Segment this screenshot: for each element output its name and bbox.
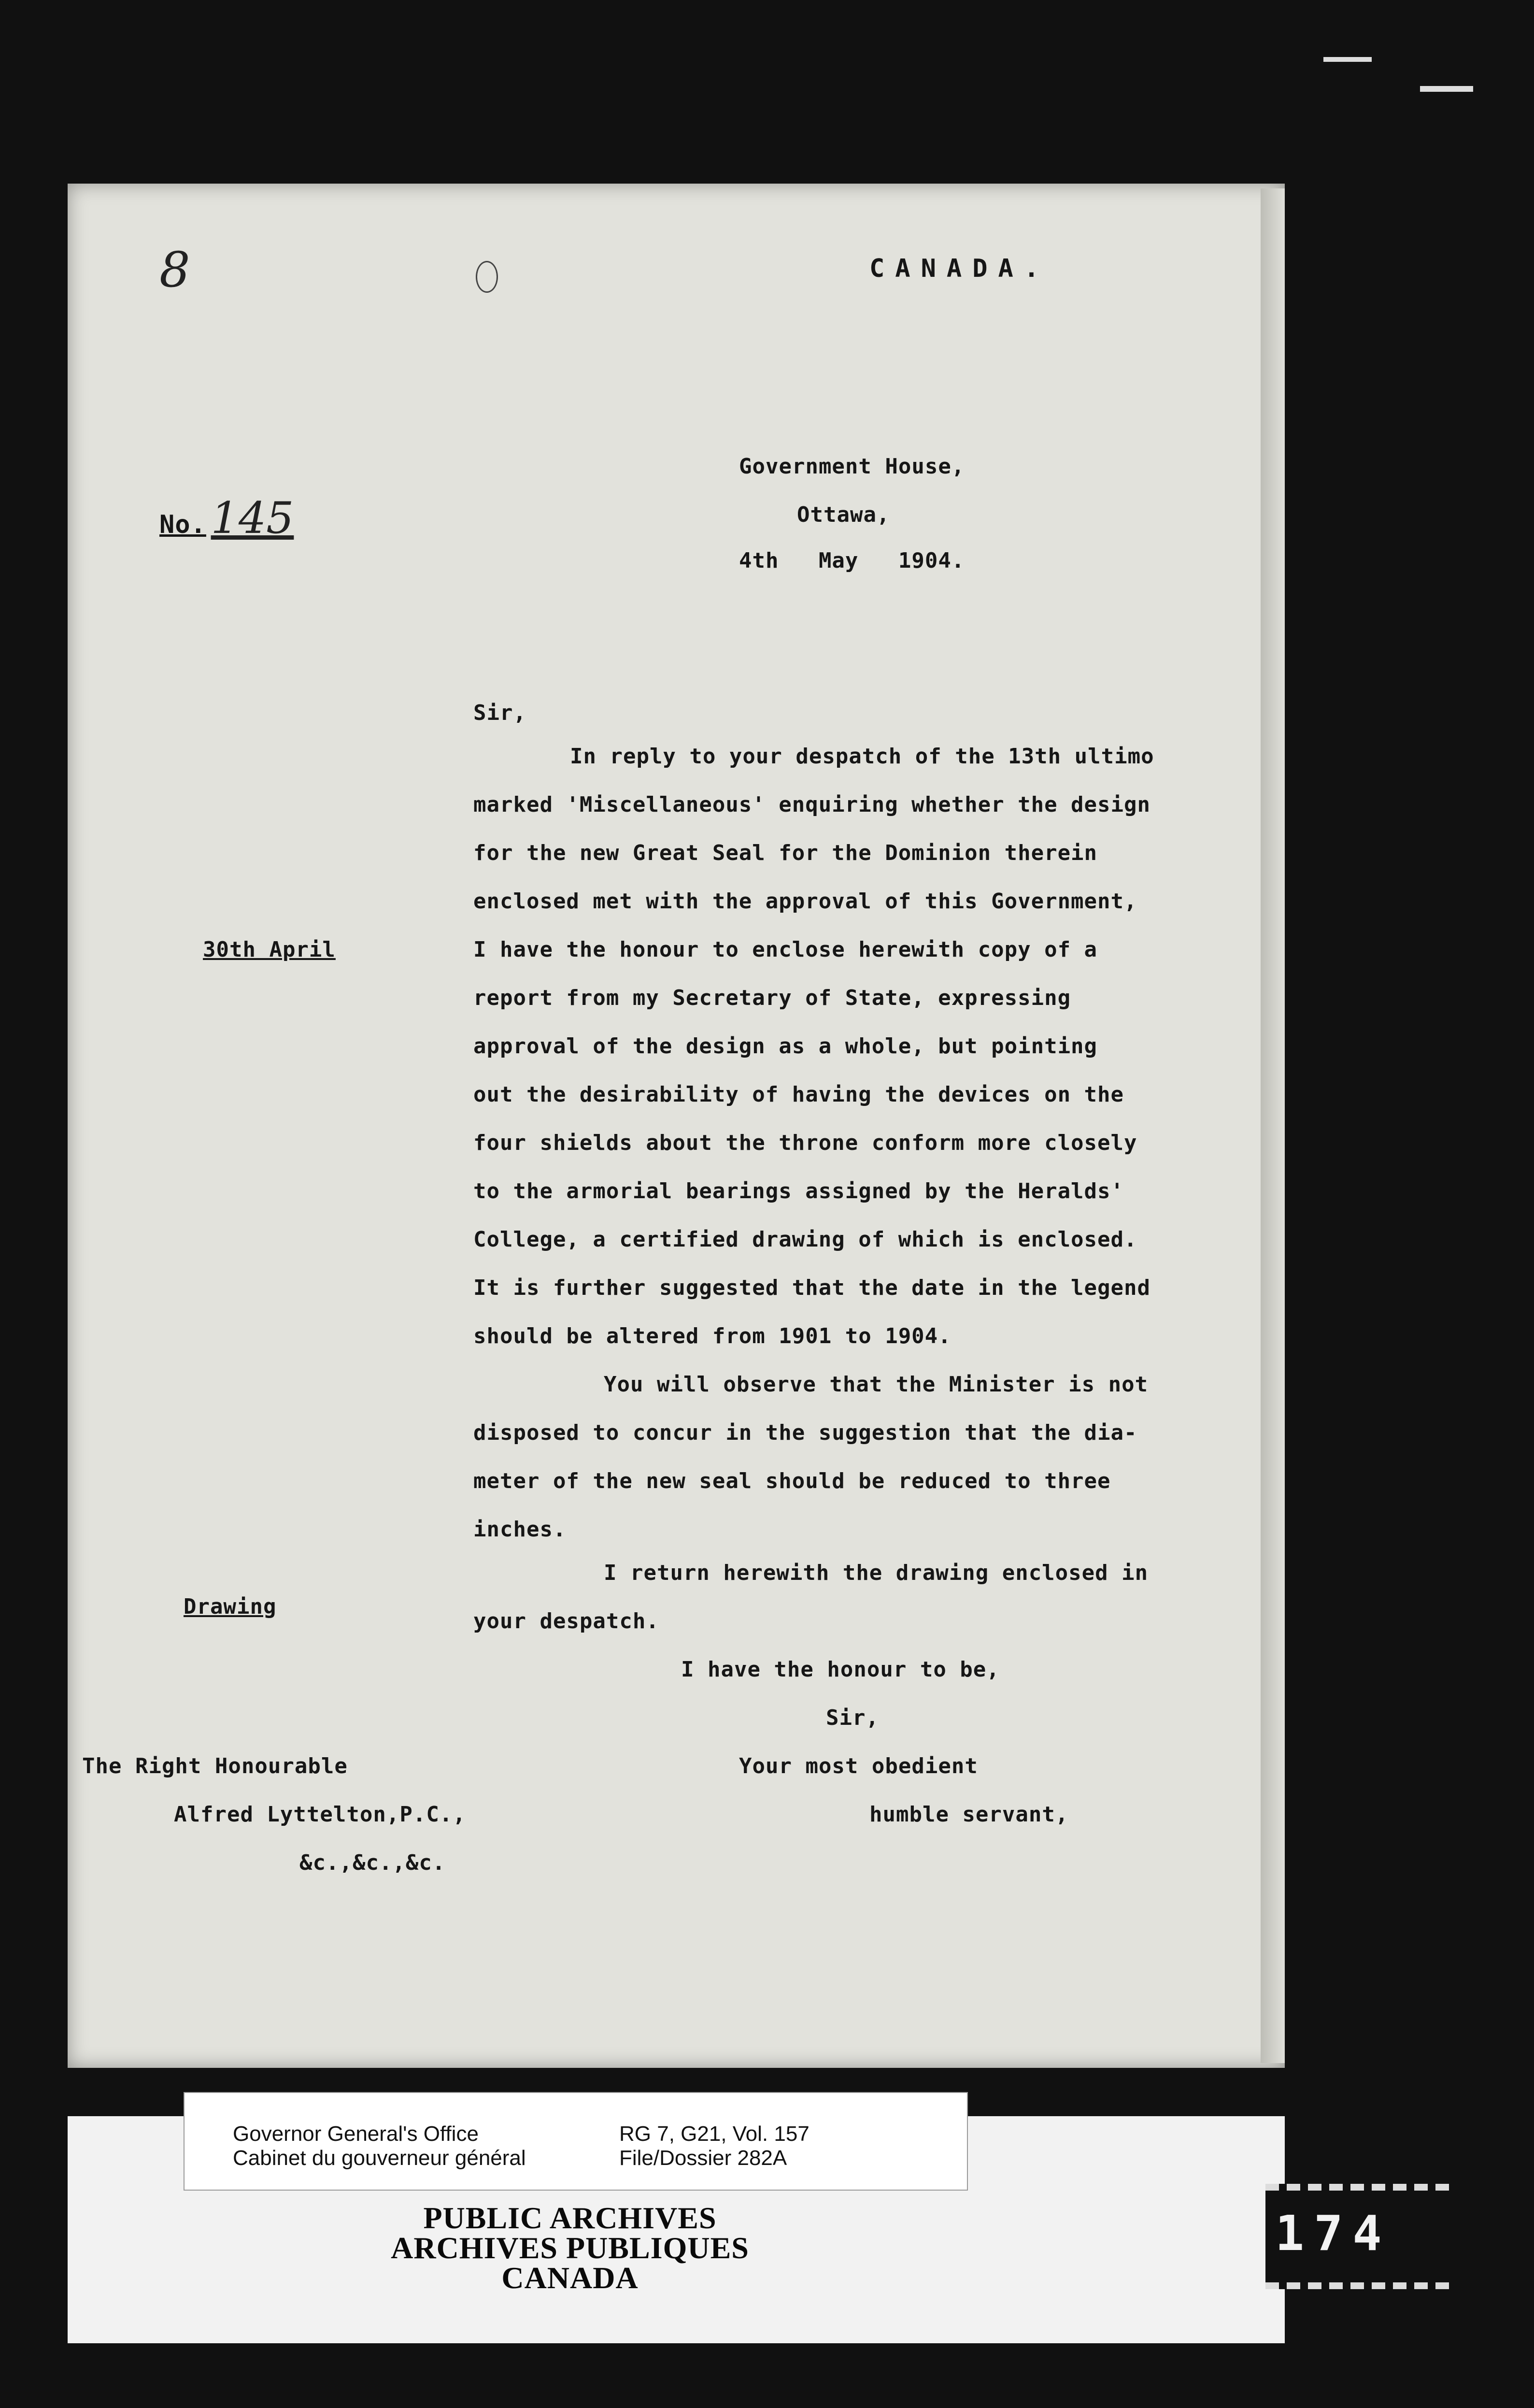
closing-line-1: I have the honour to be,	[681, 1657, 1000, 1682]
number-handwritten: 145	[211, 493, 294, 544]
archive-stamp	[377, 2203, 763, 2293]
body-line: report from my Secretary of State, expressing	[473, 986, 1071, 1010]
body-line: inches.	[473, 1517, 567, 1542]
frame-number	[1265, 2184, 1449, 2289]
archive-label	[184, 2092, 968, 2191]
body-line: for the new Great Seal for the Dominion therein	[473, 841, 1098, 865]
film-mark	[1420, 86, 1473, 92]
punch-hole	[476, 261, 498, 293]
salutation: Sir,	[473, 701, 526, 725]
archive-file: File/Dossier 282A	[619, 2146, 787, 2170]
body-line: to the armorial bearings assigned by the Heralds'	[473, 1179, 1124, 1204]
body-line: College, a certified drawing of which is enclosed.	[473, 1227, 1137, 1252]
addressee-line-2: Alfred Lyttelton,P.C.,	[174, 1802, 466, 1827]
closing-line-4: humble servant,	[869, 1802, 1069, 1827]
archive-stamp-line-2: ARCHIVES PUBLIQUES	[391, 2231, 749, 2265]
frame-number-text: 174	[1275, 2205, 1392, 2262]
body-line: marked 'Miscellaneous' enquiring whether the design	[473, 792, 1151, 817]
body-line: I return herewith the drawing enclosed in	[604, 1561, 1149, 1585]
body-line: It is further suggested that the date in the legend	[473, 1276, 1151, 1300]
body-line: I have the honour to enclose herewith copy of a	[473, 937, 1098, 962]
archive-reference: RG 7, G21, Vol. 157	[619, 2122, 810, 2146]
body-line: In reply to your despatch of the 13th ultimo	[570, 744, 1154, 769]
body-line: four shields about the throne conform more closely	[473, 1131, 1137, 1155]
number-label: No.	[159, 510, 206, 539]
address-city: Ottawa,	[797, 502, 890, 527]
margin-note-drawing: Drawing	[184, 1594, 277, 1619]
body-line: enclosed met with the approval of this Government,	[473, 889, 1137, 914]
archive-stamp-line-3: CANADA	[501, 2261, 639, 2295]
letter-date: 4th May 1904.	[739, 548, 965, 573]
country-heading: CANADA.	[869, 254, 1050, 283]
body-line: You will observe that the Minister is not	[604, 1372, 1149, 1397]
film-mark	[1323, 57, 1372, 62]
despatch-number	[159, 493, 294, 544]
body-line: should be altered from 1901 to 1904.	[473, 1324, 952, 1348]
archive-office-fr: Cabinet du gouverneur général	[233, 2146, 526, 2170]
letter-page	[68, 184, 1285, 2068]
closing-line-3: Your most obedient	[739, 1754, 978, 1778]
address-place: Government House,	[739, 454, 965, 479]
page-number-handwritten: 8	[159, 242, 190, 298]
body-line: disposed to concur in the suggestion that the dia-	[473, 1420, 1137, 1445]
archive-stamp-line-1: PUBLIC ARCHIVES	[423, 2201, 717, 2235]
addressee-line-1: The Right Honourable	[82, 1754, 348, 1778]
body-line: your despatch.	[473, 1609, 659, 1634]
addressee-line-3: &c.,&c.,&c.	[299, 1850, 446, 1875]
body-line: meter of the new seal should be reduced to three	[473, 1469, 1111, 1493]
closing-line-2: Sir,	[826, 1706, 879, 1730]
page-fold	[1261, 188, 1285, 2063]
margin-note-report-date: 30th April	[203, 937, 336, 962]
body-line: out the desirability of having the devices on the	[473, 1082, 1124, 1107]
body-line: approval of the design as a whole, but pointing	[473, 1034, 1098, 1059]
archive-office-en: Governor General's Office	[233, 2122, 479, 2146]
